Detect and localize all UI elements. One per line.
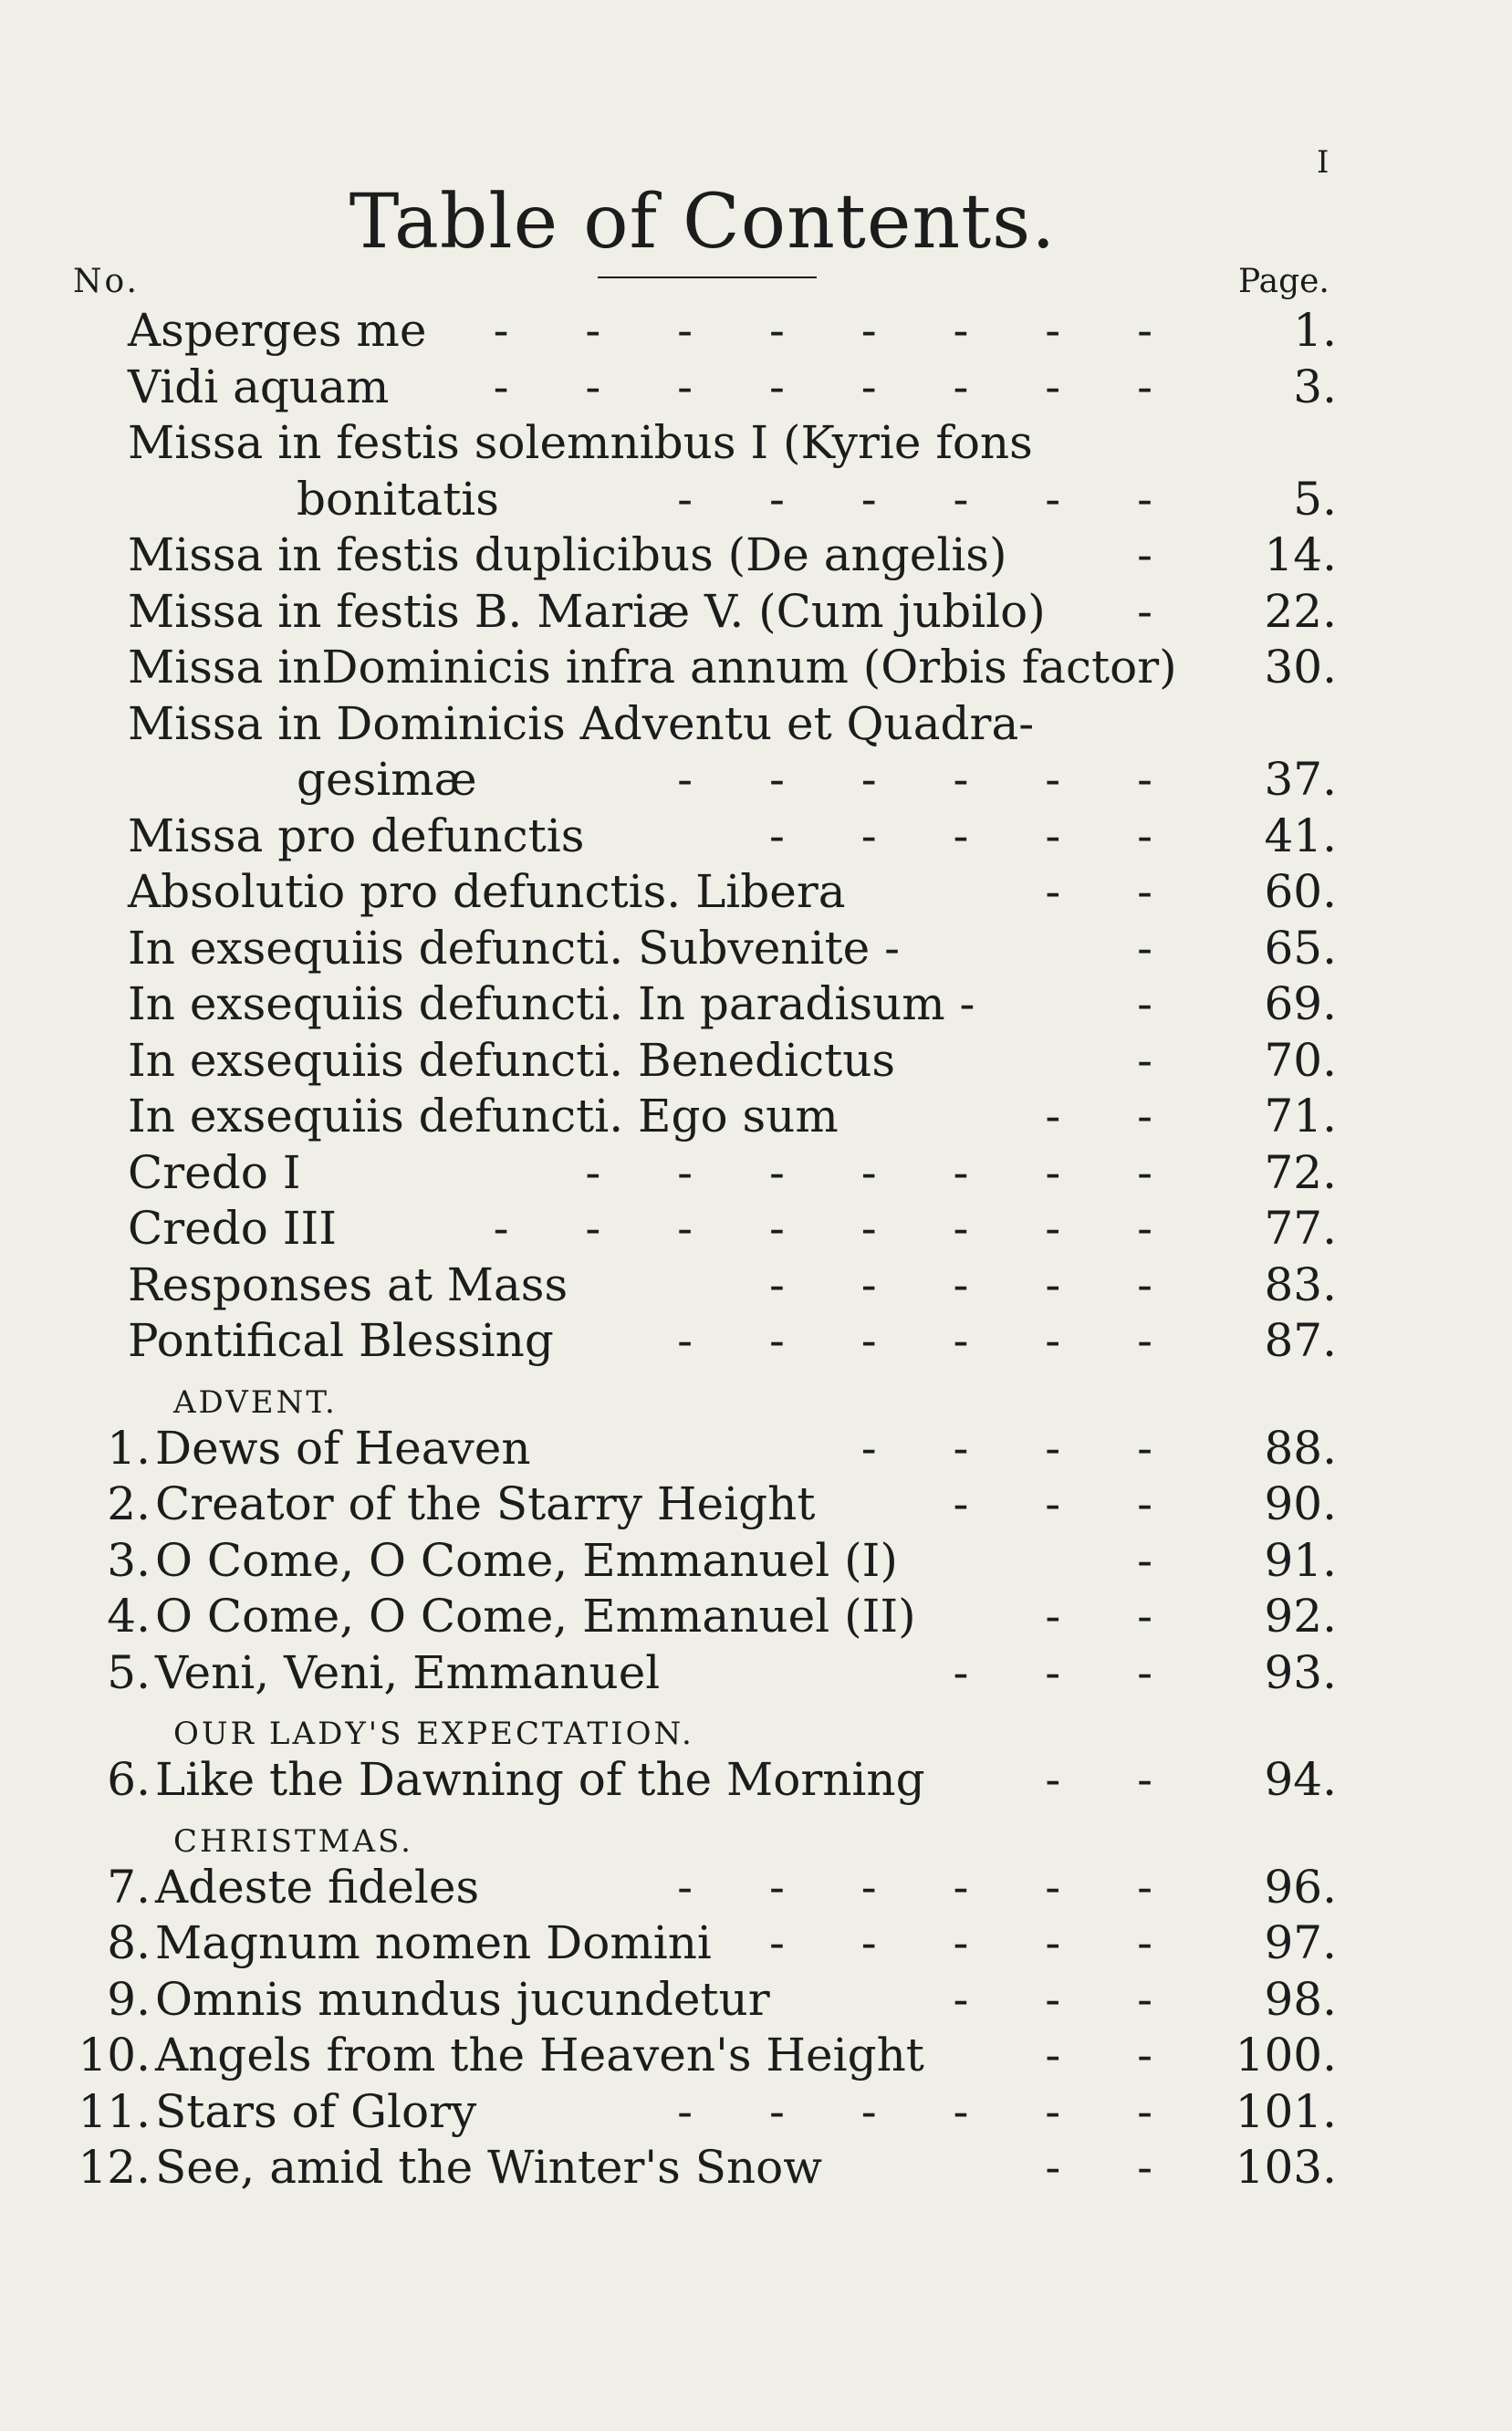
entry-title: In exsequiis defuncti. In paradisum - (128, 977, 975, 1030)
section-heading (0, 1370, 1512, 1421)
entry-page-number: 37. (1264, 753, 1337, 806)
entry-page-number: 96. (1264, 1860, 1337, 1914)
entry-title: Vidi aquam (128, 360, 390, 413)
dot-leader: - - - - - (768, 1916, 1184, 1969)
entry-page-number: 3. (1293, 360, 1337, 413)
entry-title: Creator of the Starry Height (155, 1477, 816, 1530)
contents-entry-continuation (0, 472, 1512, 528)
entry-number: 10. (78, 2029, 151, 2081)
entry-number: 8. (107, 1916, 151, 1969)
dot-leader: - (1137, 584, 1184, 638)
dot-leader: - - - - (860, 1421, 1184, 1475)
entry-page-number: 1. (1293, 304, 1337, 357)
entry-page-number: 91. (1264, 1533, 1337, 1587)
contents-entry (0, 1476, 1512, 1533)
entry-title: Missa pro defunctis (128, 809, 585, 862)
contents-entry (0, 696, 1512, 753)
entry-page-number: 98. (1264, 1972, 1337, 2026)
dot-leader: - - - - - - (677, 1314, 1184, 1367)
contents-entry (0, 2084, 1512, 2141)
contents-entry (0, 527, 1512, 584)
dot-leader: - (1137, 528, 1184, 581)
dot-leader: - - (1045, 1753, 1184, 1806)
contents-entry (0, 303, 1512, 360)
dot-leader: - - - - - (768, 809, 1184, 862)
entry-title: Credo III (128, 1202, 338, 1255)
entry-title: In exsequiis defuncti. Benedictus (128, 1033, 896, 1087)
dot-leader: - - (1045, 865, 1184, 918)
entry-page-number: 88. (1264, 1421, 1337, 1475)
entry-page-number: 22. (1264, 584, 1337, 638)
dot-leader: - - - - - - - - (493, 1202, 1184, 1255)
entry-number: 1. (107, 1421, 151, 1475)
entry-title: Angels from the Heaven's Height (155, 2029, 924, 2081)
dot-leader: - - - - - - (677, 1860, 1184, 1914)
entry-title: Like the Dawning of the Morning (155, 1753, 925, 1806)
entry-title: gesimæ (297, 753, 477, 806)
dot-leader: - - - - - - (677, 2084, 1184, 2138)
entry-page-number: 5. (1293, 472, 1337, 526)
entry-page-number: 92. (1264, 1590, 1337, 1643)
contents-entry (0, 1915, 1512, 1972)
entry-title: O Come, O Come, Emmanuel (II) (155, 1590, 916, 1643)
dot-leader: - - (1045, 1090, 1184, 1142)
contents-entry (0, 1589, 1512, 1645)
entry-title: Dews of Heaven (155, 1421, 531, 1475)
contents-entry (0, 640, 1512, 696)
entry-page-number: 14. (1264, 528, 1337, 581)
number-column-label: No. (73, 263, 140, 300)
entry-number: 6. (107, 1753, 151, 1806)
section-heading (0, 1701, 1512, 1752)
contents-entry (0, 2140, 1512, 2196)
entry-number: 9. (107, 1972, 151, 2026)
entry-title: Magnum nomen Domini (155, 1916, 712, 1969)
entry-page-number: 103. (1235, 2141, 1337, 2194)
dot-leader: - (1137, 921, 1184, 975)
contents-entry (0, 976, 1512, 1033)
entry-title: bonitatis (297, 472, 499, 526)
entry-title: Stars of Glory (155, 2084, 477, 2138)
entry-page-number: 97. (1264, 1916, 1337, 1969)
entry-number: 2. (107, 1477, 151, 1530)
entry-title: Veni, Veni, Emmanuel (155, 1645, 661, 1699)
entry-page-number: 41. (1264, 809, 1337, 862)
entry-title: See, amid the Winter's Snow (155, 2141, 823, 2194)
title-rule (598, 276, 817, 278)
contents-entry (0, 1033, 1512, 1090)
contents-entry (0, 2028, 1512, 2084)
contents-entry (0, 1533, 1512, 1590)
dot-leader: - - - - - - - - (493, 304, 1184, 357)
section-heading-text: OUR LADY'S EXPECTATION. (173, 1716, 694, 1752)
dot-leader: - - - - - - (677, 753, 1184, 806)
entry-page-number: 60. (1264, 865, 1337, 918)
contents-entry (0, 360, 1512, 416)
entry-page-number: 69. (1264, 977, 1337, 1030)
dot-leader: - (1137, 1033, 1184, 1087)
entry-number: 5. (107, 1645, 151, 1699)
contents-entry (0, 1421, 1512, 1477)
entry-title: In exsequiis defuncti. Ego sum (128, 1090, 839, 1142)
contents-entry (0, 1752, 1512, 1809)
entry-title: Omnis mundus jucundetur (155, 1972, 770, 2026)
entry-title: Asperges me (128, 304, 427, 357)
contents-entry (0, 864, 1512, 921)
entry-title: Missa in festis B. Mariæ V. (Cum jubilo) (128, 584, 1046, 638)
dot-leader: - - - (953, 1645, 1184, 1699)
entry-number: 11. (78, 2084, 151, 2138)
entry-title: Adeste fideles (155, 1860, 480, 1914)
entry-number: 4. (107, 1590, 151, 1643)
contents-entry (0, 415, 1512, 472)
contents-entry (0, 809, 1512, 865)
entry-title: Pontifical Blessing (128, 1314, 554, 1367)
contents-entry (0, 1089, 1512, 1145)
entry-page-number: 77. (1264, 1202, 1337, 1255)
entry-page-number: 94. (1264, 1753, 1337, 1806)
entry-page-number: 100. (1235, 2029, 1337, 2081)
entry-number: 3. (107, 1533, 151, 1587)
entry-number: 7. (107, 1860, 151, 1914)
entry-page-number: 72. (1264, 1145, 1337, 1199)
entry-page-number: 83. (1264, 1257, 1337, 1311)
entry-page-number: 70. (1264, 1033, 1337, 1087)
contents-entry (0, 1145, 1512, 1202)
contents-entry (0, 1257, 1512, 1314)
entry-title: Absolutio pro defunctis. Libera (128, 865, 846, 918)
contents-entry (0, 921, 1512, 977)
entry-page-number: 90. (1264, 1477, 1337, 1530)
dot-leader: - - - (953, 1972, 1184, 2026)
entry-page-number: 87. (1264, 1314, 1337, 1367)
dot-leader: - - - - - - (677, 472, 1184, 526)
contents-entry (0, 1972, 1512, 2029)
contents-entry (0, 1860, 1512, 1916)
contents-entry (0, 1645, 1512, 1702)
entry-number: 12. (78, 2141, 151, 2194)
entry-page-number: 65. (1264, 921, 1337, 975)
dot-leader: - (1137, 977, 1184, 1030)
entry-page-number: 71. (1264, 1090, 1337, 1142)
dot-leader: - - (1045, 2141, 1184, 2194)
contents-list (0, 303, 1512, 2196)
contents-entry (0, 584, 1512, 641)
entry-title: Responses at Mass (128, 1257, 568, 1311)
entry-title: Credo I (128, 1145, 301, 1199)
dot-leader: - (1137, 1533, 1184, 1587)
entry-page-number: 30. (1264, 641, 1337, 694)
section-heading-text: CHRISTMAS. (173, 1822, 413, 1860)
section-heading (0, 1809, 1512, 1860)
section-heading-text: ADVENT. (173, 1383, 338, 1421)
entry-page-number: 93. (1264, 1645, 1337, 1699)
entry-page-number: 101. (1235, 2084, 1337, 2138)
entry-title: Missa inDominicis infra annum (Orbis factor) (128, 641, 1177, 694)
dot-leader: - - - - - - - - (493, 360, 1184, 413)
contents-entry-continuation (0, 752, 1512, 809)
dot-leader: - - - - - (768, 1257, 1184, 1311)
entry-title: O Come, O Come, Emmanuel (I) (155, 1533, 898, 1587)
entry-title: Missa in festis duplicibus (De angelis) (128, 528, 1007, 581)
entry-title: Missa in festis solemnibus I (Kyrie fons (128, 416, 1033, 469)
dot-leader: - - - (953, 1477, 1184, 1530)
contents-entry (0, 1201, 1512, 1257)
dot-leader: - - (1045, 2029, 1184, 2081)
contents-entry (0, 1313, 1512, 1370)
page-title: Table of Contents. (349, 179, 1057, 266)
entry-title: In exsequiis defuncti. Subvenite - (128, 921, 900, 975)
page-number: I (1317, 144, 1330, 181)
page-column-label: Page. (1238, 263, 1330, 300)
dot-leader: - - - - - - - (585, 1145, 1184, 1199)
entry-title: Missa in Dominicis Adventu et Quadra- (128, 696, 1035, 750)
dot-leader: - - (1045, 1590, 1184, 1643)
